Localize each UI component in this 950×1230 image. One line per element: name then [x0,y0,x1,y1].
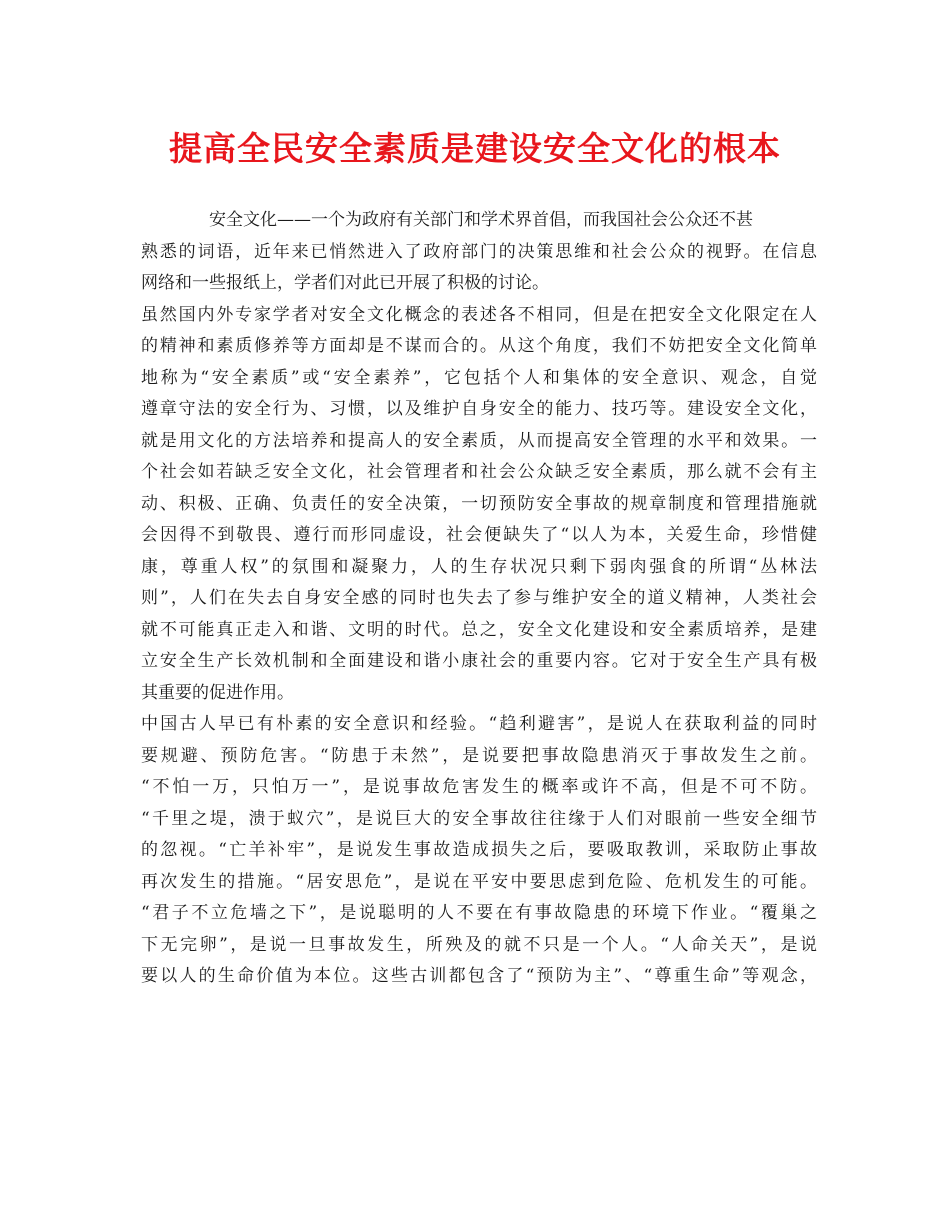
text-line: 会因得不到敬畏、遵行而形同虚设，社会便缺失了“以人为本，关爱生命，珍惜健 [141,525,817,545]
text-line: “不怕一万，只怕万一”，是说事故危害发生的概率或许不高，但是不可不防。 [141,777,817,797]
text-line: 的精神和素质修养等方面却是不谋而合的。从这个角度，我们不妨把安全文化简单 [141,336,817,356]
text-line: 下无完卵”，是说一旦事故发生，所殃及的就不只是一个人。“人命关天”，是说 [141,934,817,955]
text-line: 虽然国内外专家学者对安全文化概念的表述各不相同，但是在把安全文化限定在人 [141,304,817,325]
text-line: 再次发生的措施。“居安思危”，是说在平安中要思虑到危险、危机发生的可能。 [141,871,817,892]
text-line: 要以人的生命价值为本位。这些古训都包含了“预防为主”、“尊重生命”等观念， [141,966,817,986]
text-line: 就是用文化的方法培养和提高人的安全素质，从而提高安全管理的水平和效果。一 [141,430,817,451]
text-line: 要规避、预防危害。“防患于未然”，是说要把事故隐患消灭于事故发生之前。 [141,745,817,766]
text-line: 康，尊重人权”的氛围和凝聚力，人的生存状况只剩下弱肉强食的所谓“丛林法 [141,556,817,577]
text-line: 网络和一些报纸上，学者们对此已开展了积极的讨论。 [141,273,549,293]
text-line: 熟悉的词语，近年来已悄然进入了政府部门的决策思维和社会公众的视野。在信息 [141,241,817,262]
text-line: 则”，人们在失去自身安全感的同时也失去了参与维护安全的道义精神，人类社会 [141,588,817,608]
text-line: 就不可能真正走入和谐、文明的时代。总之，安全文化建设和安全素质培养，是建 [141,619,817,640]
text-line: 安全文化——一个为政府有关部门和学术界首倡，而我国社会公众还不甚 [209,210,753,230]
text-line: 的忽视。“亡羊补牢”，是说发生事故造成损失之后，要吸取教训，采取防止事故 [141,840,817,860]
text-line: 地称为“安全素质”或“安全素养”，它包括个人和集体的安全意识、观念，自觉 [141,367,817,388]
text-line: 立安全生产长效机制和全面建设和谐小康社会的重要内容。它对于安全生产具有极 [141,651,817,671]
text-line: “千里之堤，溃于蚁穴”，是说巨大的安全事故往往缘于人们对眼前一些安全细节 [141,808,817,829]
text-line: 遵章守法的安全行为、习惯，以及维护自身安全的能力、技巧等。建设安全文化， [141,399,817,419]
text-line: 动、积极、正确、负责任的安全决策，一切预防安全事故的规章制度和管理措施就 [141,493,817,514]
document-body [141,205,817,993]
text-line: 个社会如若缺乏安全文化，社会管理者和社会公众缺乏安全素质，那么就不会有主 [141,462,817,482]
document-title: 提高全民安全素质是建设安全文化的根本 [169,129,781,168]
text-line: 其重要的促进作用。 [141,682,294,703]
text-line: “君子不立危墙之下”，是说聪明的人不要在有事故隐患的环境下作业。“覆巢之 [141,903,817,923]
text-line: 中国古人早已有朴素的安全意识和经验。“趋利避害”，是说人在获取利益的同时 [141,714,817,734]
